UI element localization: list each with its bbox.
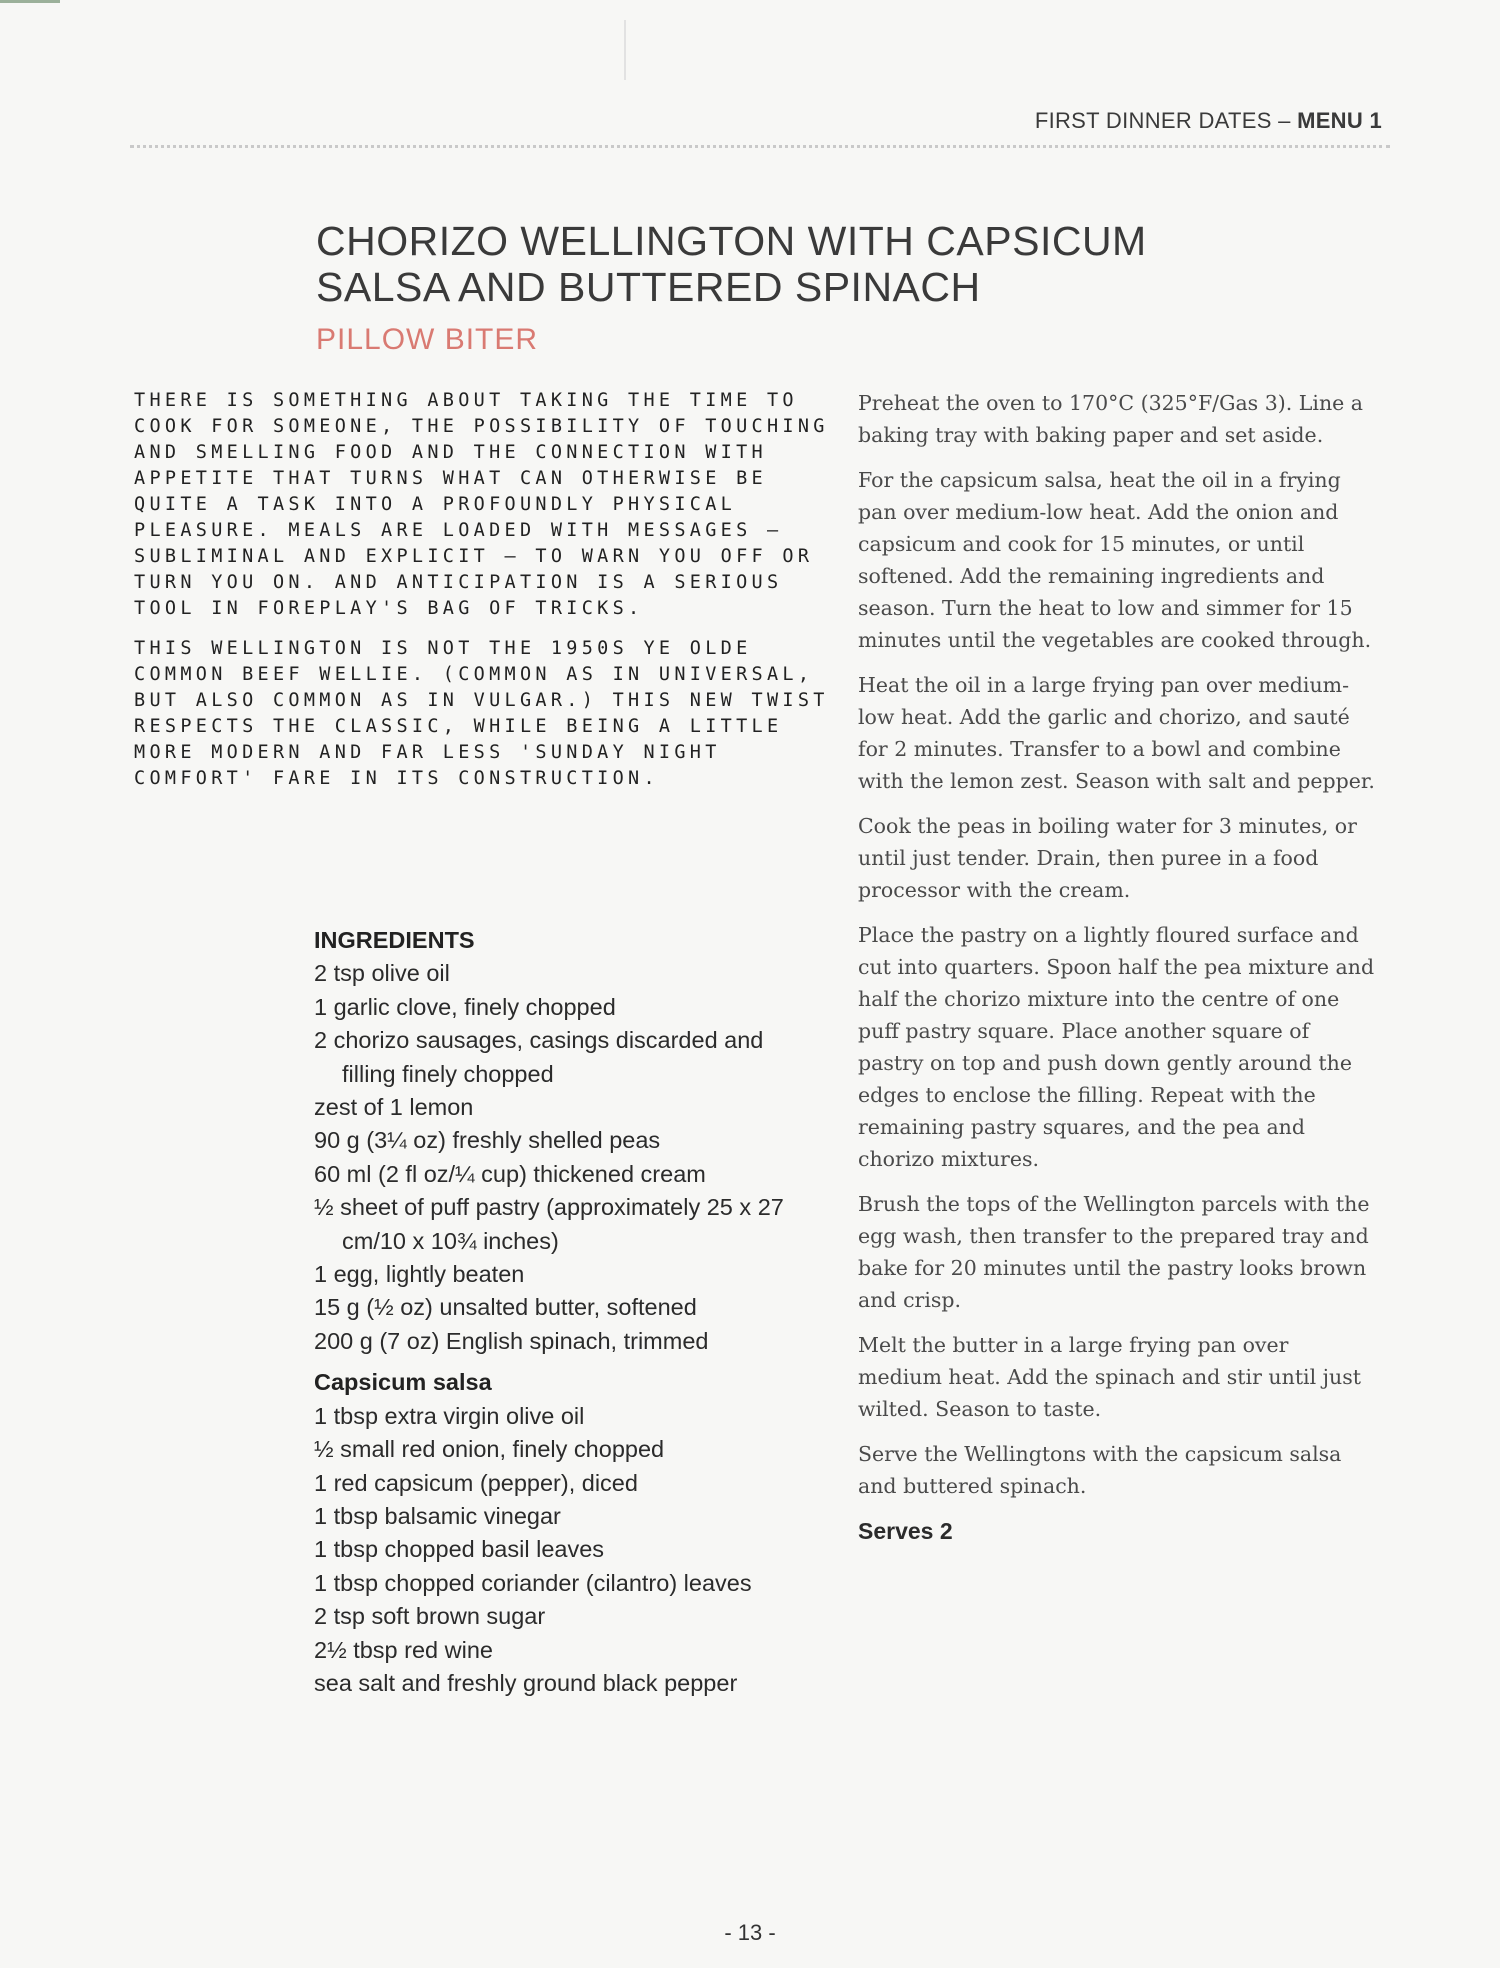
method-step: Melt the butter in a large frying pan over medium heat. Add the spinach and stir until just wilted. Season to taste. bbox=[858, 1333, 1362, 1421]
method-step: Heat the oil in a large frying pan over medium-low heat. Add the garlic and chorizo, and sauté for 2 minutes. Transfer to a bowl and combine with the lemon zest. Season with salt and pepper. bbox=[858, 673, 1375, 793]
ingredient-item: 15 g (½ oz) unsalted butter, softened bbox=[314, 1294, 697, 1321]
ingredients-list bbox=[314, 957, 814, 1358]
intro-paragraph: THIS WELLINGTON IS NOT THE 1950S YE OLDE COMMON BEEF WELLIE. (COMMON AS IN UNIVERSAL, BUT ALSO COMMON AS IN VULGAR.) THIS NEW TWIST RESPECTS THE CLASSIC, WHILE BEING A LITTLE MORE MODERN AND FAR LESS 'SUNDAY NIGHT COMFORT' FARE IN ITS CONSTRUCTION. bbox=[134, 638, 829, 789]
ingredients-section bbox=[314, 924, 814, 1700]
salsa-item: 2 tsp soft brown sugar bbox=[314, 1603, 546, 1630]
salsa-item: 1 red capsicum (pepper), diced bbox=[314, 1469, 638, 1496]
salsa-item: 2½ tbsp red wine bbox=[314, 1636, 493, 1663]
ingredient-item: ½ sheet of puff pastry (approximately 25 x 27 cm/10 x 10¾ inches) bbox=[314, 1194, 784, 1254]
intro-text bbox=[134, 388, 854, 806]
running-header bbox=[1035, 108, 1382, 134]
recipe-title-line: SALSA AND BUTTERED SPINACH bbox=[316, 264, 981, 310]
method-section bbox=[858, 387, 1378, 1560]
header-section: FIRST DINNER DATES bbox=[1034, 108, 1272, 133]
recipe-subtitle: PILLOW BITER bbox=[316, 323, 539, 356]
method-step: For the capsicum salsa, heat the oil in a frying pan over medium-low heat. Add the onion and capsicum and cook for 15 minutes, or until softened. Add the remaining ingredients and season. Turn the heat to low and simmer for 15 minutes until the vegetables are cooked through. bbox=[858, 468, 1372, 652]
ingredient-item: 1 garlic clove, finely chopped bbox=[314, 993, 616, 1020]
serves-note: Serves 2 bbox=[858, 1518, 953, 1544]
salsa-item: ½ small red onion, finely chopped bbox=[314, 1436, 665, 1463]
ingredient-item: 90 g (3¼ oz) freshly shelled peas bbox=[314, 1127, 661, 1154]
method-step: Brush the tops of the Wellington parcels with the egg wash, then transfer to the prepared tray and bake for 20 minutes until the pastry looks brown and crisp. bbox=[858, 1192, 1370, 1312]
ingredient-item: 1 egg, lightly beaten bbox=[314, 1261, 525, 1288]
salsa-item: 1 tbsp chopped basil leaves bbox=[314, 1536, 605, 1563]
method-step: Place the pastry on a lightly floured surface and cut into quarters. Spoon half the pea mixture and half the chorizo mixture into the centre of one puff pastry square. Place another square of pastry on top and push down gently around the edges to enclose the filling. Repeat with the remaining pastry squares, and the pea and chorizo mixtures. bbox=[858, 923, 1375, 1171]
method-step: Cook the peas in boiling water for 3 minutes, or until just tender. Drain, then puree in a food processor with the cream. bbox=[858, 814, 1357, 902]
header-separator: – bbox=[1271, 108, 1298, 133]
ingredient-item: 2 chorizo sausages, casings discarded and filling finely chopped bbox=[314, 1027, 764, 1087]
method-step: Serve the Wellingtons with the capsicum salsa and buttered spinach. bbox=[858, 1442, 1342, 1498]
ingredient-item: 2 tsp olive oil bbox=[314, 960, 450, 987]
intro-paragraph: THERE IS SOMETHING ABOUT TAKING THE TIME TO COOK FOR SOMEONE, THE POSSIBILITY OF TOUCHING AND SMELLING FOOD AND THE CONNECTION WITH APPETITE THAT TURNS WHAT CAN OTHERWISE BE QUITE A TASK INTO A PROFOUNDLY PHYSICAL PLEASURE. MEALS ARE LOADED WITH MESSAGES — SUBLIMINAL AND EXPLICIT — TO WARN YOU OFF OR TURN YOU ON. AND ANTICIPATION IS A SERIOUS TOOL IN FOREPLAY'S BAG OF TRICKS. bbox=[134, 390, 829, 619]
salsa-list bbox=[314, 1400, 814, 1701]
header-divider bbox=[130, 145, 1390, 148]
method-step: Preheat the oven to 170°C (325°F/Gas 3). Line a baking tray with baking paper and set aside. bbox=[858, 391, 1364, 447]
ingredient-item: 60 ml (2 fl oz/¼ cup) thickened cream bbox=[314, 1160, 706, 1187]
salsa-heading: Capsicum salsa bbox=[314, 1369, 492, 1396]
salsa-item: 1 tbsp balsamic vinegar bbox=[314, 1502, 561, 1529]
page-number: - 13 - bbox=[724, 1920, 776, 1945]
scan-mark bbox=[624, 20, 626, 80]
recipe-title bbox=[316, 218, 1176, 310]
salsa-item: 1 tbsp chopped coriander (cilantro) leaves bbox=[314, 1569, 752, 1596]
salsa-item: sea salt and freshly ground black pepper bbox=[314, 1669, 738, 1696]
header-menu: MENU 1 bbox=[1297, 108, 1382, 133]
ingredient-item: zest of 1 lemon bbox=[314, 1094, 474, 1121]
scan-mark bbox=[0, 0, 60, 3]
ingredient-item: 200 g (7 oz) English spinach, trimmed bbox=[314, 1327, 709, 1354]
recipe-title-line: CHORIZO WELLINGTON WITH CAPSICUM bbox=[316, 218, 1147, 264]
ingredients-heading: INGREDIENTS bbox=[314, 927, 475, 953]
salsa-item: 1 tbsp extra virgin olive oil bbox=[314, 1402, 585, 1429]
